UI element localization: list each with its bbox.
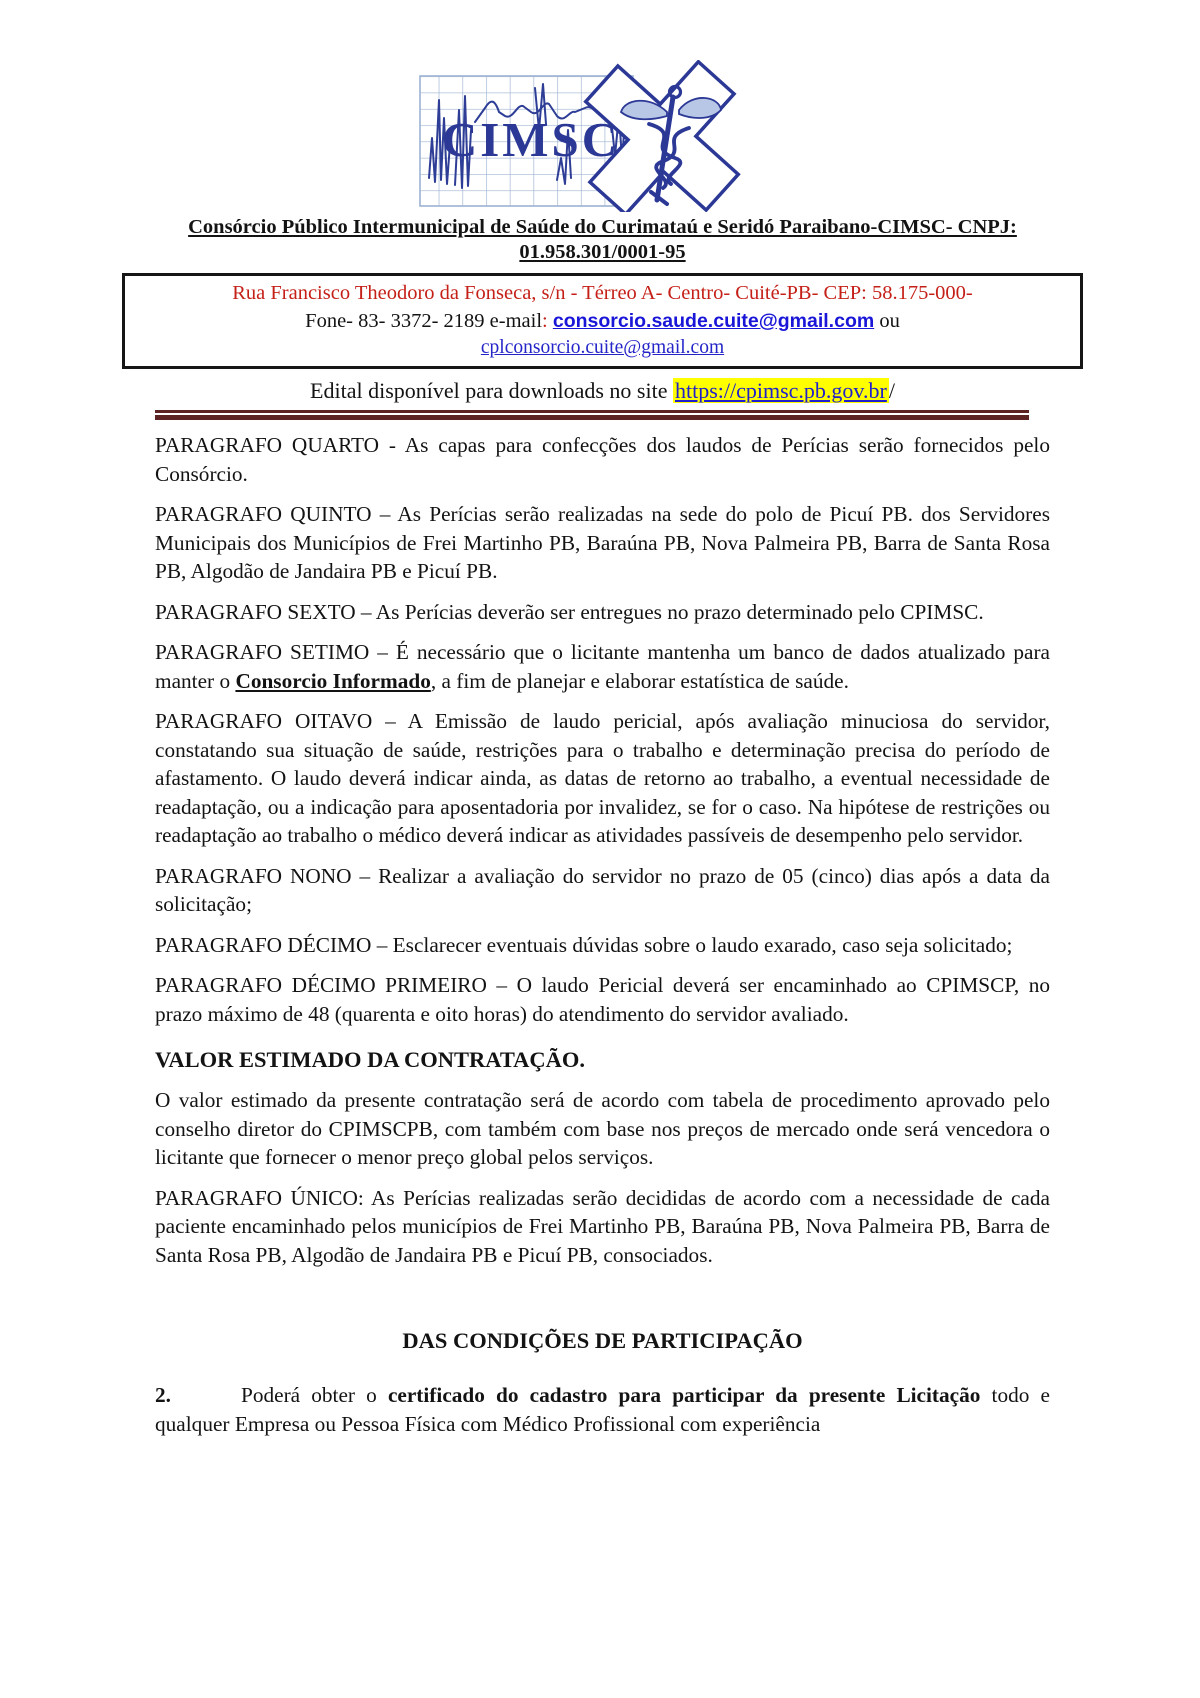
paragraph-decimo: PARAGRAFO DÉCIMO – Esclarecer eventuais dúvidas sobre o laudo exarado, caso seja solicitado;: [155, 932, 1013, 957]
item-2-bold-phrase: certificado do cadastro para participar da presente Licitação: [387, 1383, 981, 1407]
item-2: [155, 1381, 1050, 1438]
edital-line: [155, 377, 1050, 405]
colon-red: :: [542, 310, 553, 332]
paragraph-oitavo: PARAGRAFO OITAVO – A Emissão de laudo pericial, após avaliação minuciosa do servidor, constatando sua situação de saúde, restrições para o trabalho e determinação precisa do período de afastamento. O laudo deverá indicar ainda, as datas de retorno ao trabalho, a eventual necessidade de readaptação, ou a indicação para aposentadoria por invalidez, se for o caso. Na hipótese de restrições ou readaptação ao trabalho o médico deverá indicar as atividades passíveis de desempenho pelo servidor.: [155, 709, 1050, 847]
org-title: Consórcio Público Intermunicipal de Saúde do Curimataú e Seridó Paraibano-CIMSC- CNPJ:: [188, 216, 1017, 238]
consorcio-informado-emphasis: Consorcio Informado: [235, 668, 431, 693]
cimsc-logo-svg: [415, 60, 755, 212]
heading-condicoes-participacao: DAS CONDIÇÕES DE PARTICIPAÇÃO: [402, 1328, 803, 1353]
item-2-text-after: todo e qualquer Empresa ou Pessoa Física com Médico Profissional com experiência: [155, 1383, 1050, 1436]
phone-label: Fone- 83- 3372- 2189 e-mail: [305, 310, 543, 332]
paragraph-unico: PARAGRAFO ÚNICO: As Perícias realizadas serão decididas de acordo com a necessidade de cada paciente encaminhado pelos municípios de Frei Martinho PB, Baraúna PB, Nova Palmeira PB, Barra de Santa Rosa PB, Algodão de Jandaira PB e Picuí PB, consociados.: [155, 1185, 1050, 1267]
heading-valor-estimado: VALOR ESTIMADO DA CONTRATAÇÃO.: [155, 1047, 586, 1072]
paragraph-setimo-text-after: , a fim de planejar e elaborar estatística de saúde.: [430, 668, 849, 693]
item-2-number: 2.: [155, 1383, 171, 1407]
edital-url-link[interactable]: https://cpimsc.pb.gov.br: [674, 378, 887, 403]
document-body: [155, 431, 1050, 1438]
edital-prefix: Edital disponível para downloads no site: [310, 378, 673, 403]
phone-line: [133, 307, 1072, 336]
item-2-text: Poderá obter o: [241, 1383, 388, 1407]
header-divider: [155, 410, 1029, 420]
paragraph-setimo-text: PARAGRAFO SETIMO – É necessário que o licitante mantenha um banco de dados atualizado para manter o: [155, 640, 1050, 693]
address-box: [122, 273, 1083, 369]
edital-suffix: /: [888, 378, 895, 403]
secondary-email-line: [133, 336, 1072, 360]
cimsc-logo: [415, 60, 755, 212]
letterhead: [155, 60, 1050, 420]
paragraph-nono: PARAGRAFO NONO – Realizar a avaliação do servidor no prazo de 05 (cinco) dias após a data da solicitação;: [155, 863, 1050, 916]
logo-acronym: CIMSC: [441, 112, 620, 167]
email-link-secondary[interactable]: cplconsorcio.cuite@gmail.com: [480, 337, 725, 358]
paragraph-valor: O valor estimado da presente contratação será de acordo com tabela de procedimento aprovado pelo conselho diretor do CPIMSCPB, com também com base nos preços de mercado onde será vencedora o licitante que fornecer o menor preço global pelos serviços.: [155, 1088, 1050, 1169]
paragraph-sexto: PARAGRAFO SEXTO – As Perícias deverão ser entregues no prazo determinado pelo CPIMSC.: [155, 599, 984, 624]
paragraph-quinto: PARAGRAFO QUINTO – As Perícias serão realizadas na sede do polo de Picuí PB. dos Servidores Municipais dos Municípios de Frei Martinho PB, Baraúna PB, Nova Palmeira PB, Barra de Santa Rosa PB, Algodão de Jandaira PB e Picuí PB.: [155, 502, 1050, 583]
org-cnpj: 01.958.301/0001-95: [519, 241, 686, 263]
paragraph-decimo-primeiro: PARAGRAFO DÉCIMO PRIMEIRO – O laudo Pericial deverá ser encaminhado ao CPIMSCP, no prazo máximo de 48 (quarenta e oito horas) do atendimento do servidor avaliado.: [155, 973, 1050, 1026]
paragraph-setimo: [155, 638, 1050, 695]
address-line: Rua Francisco Theodoro da Fonseca, s/n - Térreo A- Centro- Cuité-PB- CEP: 58.175-000-: [232, 282, 973, 304]
email-link-primary[interactable]: consorcio.saude.cuite@gmail.com: [552, 310, 875, 332]
email-conjunction: ou: [874, 310, 900, 332]
paragraph-quarto: PARAGRAFO QUARTO - As capas para confecções dos laudos de Perícias serão fornecidos pelo Consórcio.: [155, 433, 1050, 486]
